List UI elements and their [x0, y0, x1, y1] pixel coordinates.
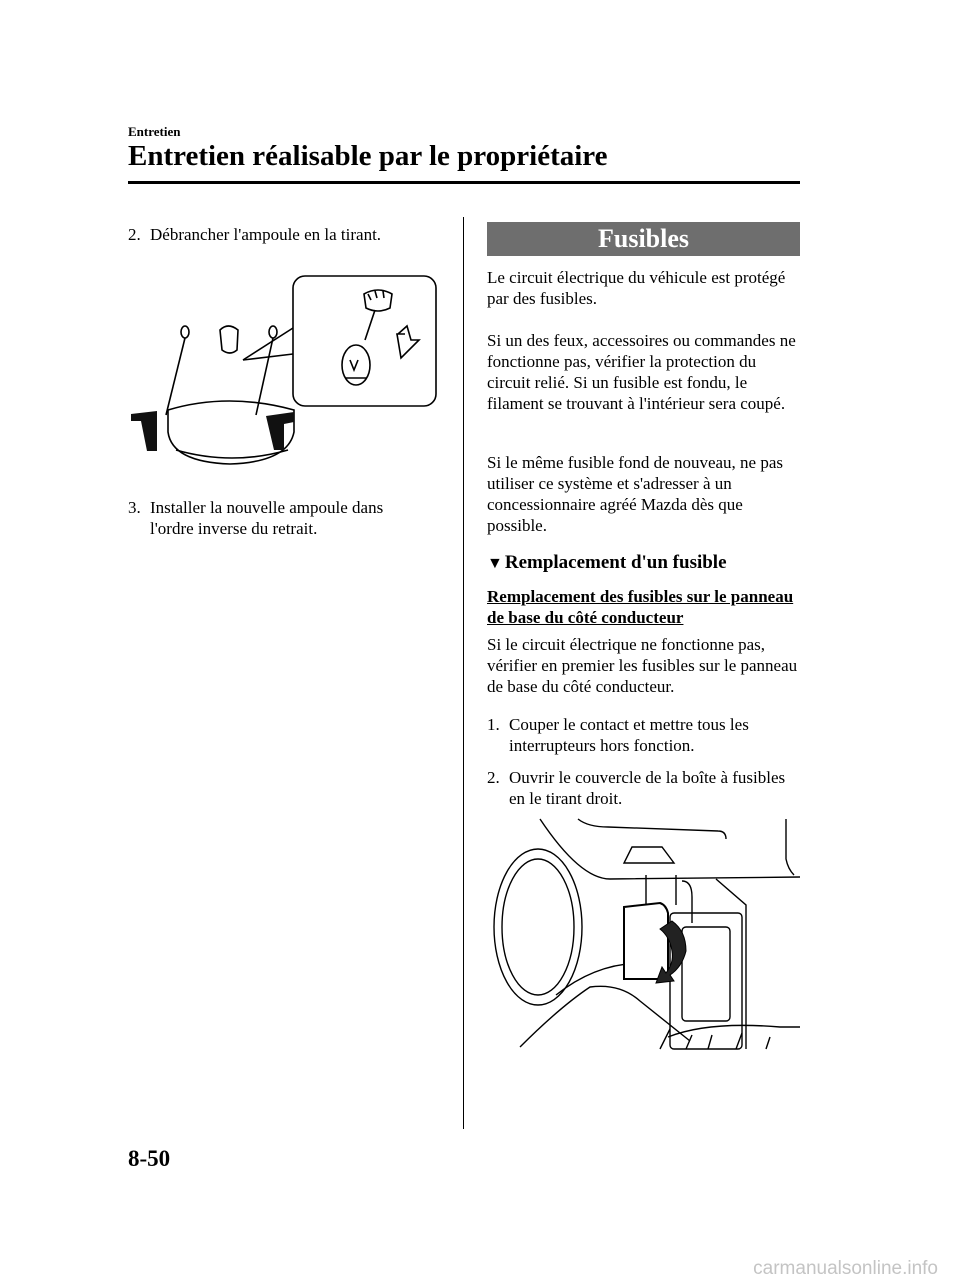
subheading-fuse-replacement: [487, 552, 727, 574]
step-text: Ouvrir le couvercle de la boîte à fusibles en le tirant droit.: [509, 768, 786, 808]
step-text: Couper le contact et mettre tous les interrupteurs hors fonction.: [509, 715, 749, 755]
bulb-removal-illustration: [128, 270, 440, 470]
paragraph-protection: Le circuit électrique du véhicule est protégé par des fusibles.: [487, 268, 786, 308]
step-text: Installer la nouvelle ampoule dans l'ordre inverse du retrait.: [150, 498, 384, 538]
step-2-left: [128, 224, 428, 245]
subheading-text: Remplacement d'un fusible: [504, 552, 727, 573]
step-number: 1.: [487, 715, 500, 734]
page-title: Entretien réalisable par le propriétaire: [128, 140, 608, 172]
step-number: 2.: [487, 768, 500, 787]
underlined-heading: Remplacement des fusibles sur le panneau de base du côté conducteur: [487, 587, 794, 627]
watermark: carmanualsonline.info: [753, 1258, 938, 1279]
step-text: Débrancher l'ampoule en la tirant.: [150, 225, 382, 244]
title-rule: [128, 181, 800, 184]
step-3-left: [128, 497, 428, 539]
section-banner: Fusibles: [487, 222, 800, 256]
step-number: 2.: [128, 225, 141, 244]
step-number: 3.: [128, 498, 141, 517]
triangle-down-icon: ▼: [487, 555, 503, 572]
paragraph-check-panel: Si le circuit électrique ne fonctionne pas, vérifier en premier les fusibles sur le panneau de base du côté conducteur.: [487, 635, 798, 696]
paragraph-check-fuse: Si un des feux, accessoires ou commandes ne fonctionne pas, vérifier la protection du circuit relié. Si un fusible est fondu, le filament se trouvant à l'intérieur sera coupé.: [487, 331, 796, 413]
column-divider: [463, 217, 464, 1129]
step-1-right: [487, 714, 800, 756]
paragraph-dealer: Si le même fusible fond de nouveau, ne pas utiliser ce système et s'adresser à un concessionnaire agréé Mazda dès que possible.: [487, 453, 784, 535]
page-number: 8-50: [128, 1146, 171, 1171]
fuse-box-illustration: [486, 815, 800, 1050]
section-label: Entretien: [128, 124, 181, 139]
step-2-right: [487, 767, 800, 809]
